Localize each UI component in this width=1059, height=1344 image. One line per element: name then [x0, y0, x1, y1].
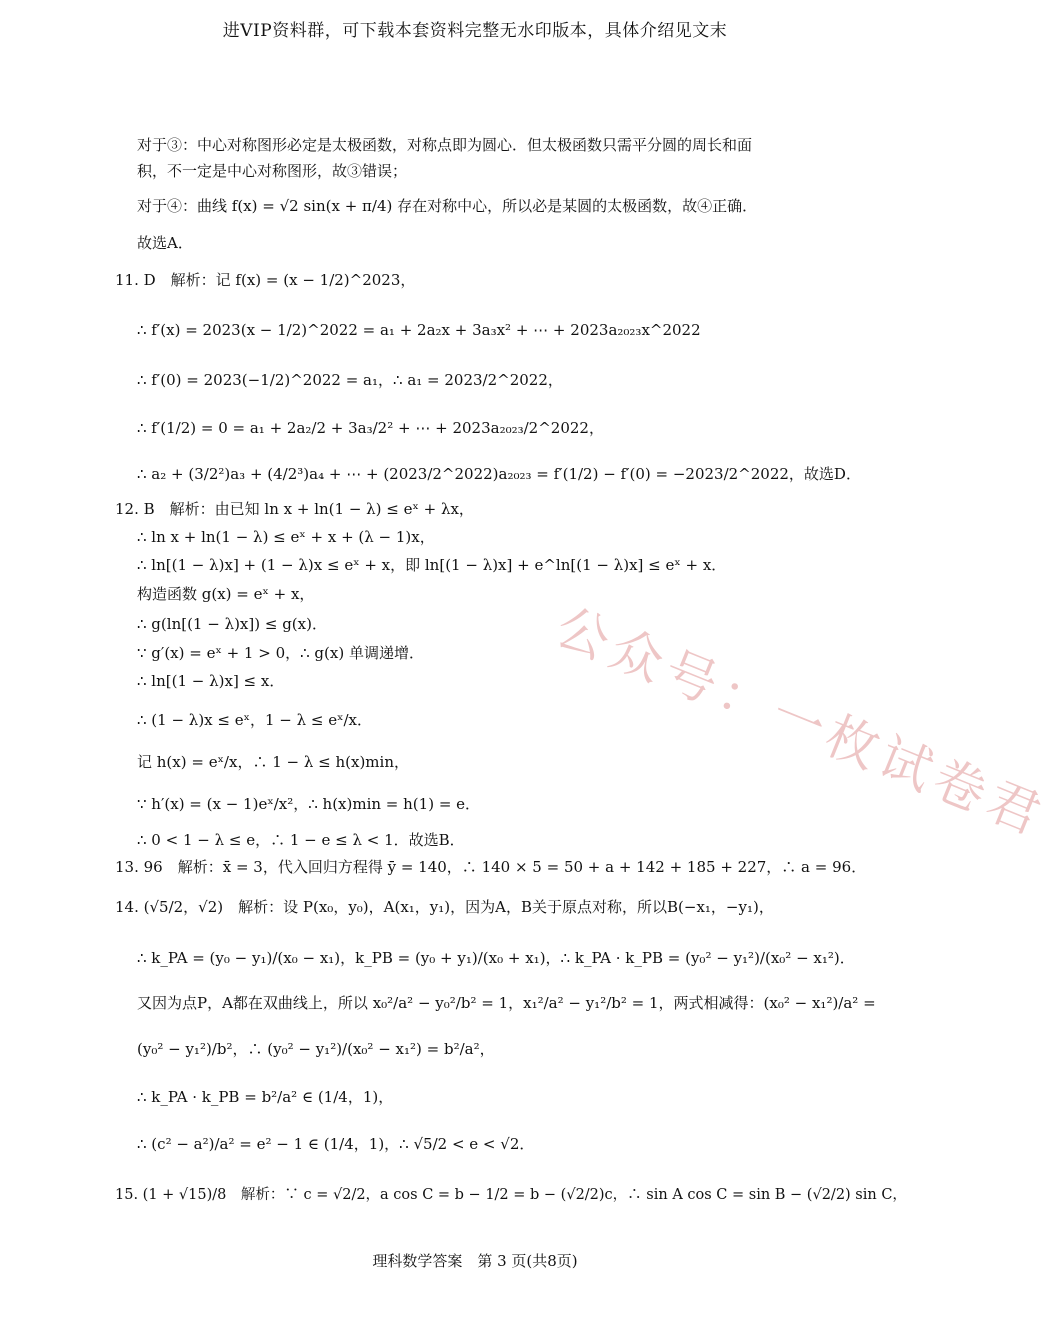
page-footer: 理科数学答案 第 3 页(共8页): [372, 1252, 578, 1270]
problem-14-header: 14. (√5/2，√2) 解析：设 P(x₀，y₀)，A(x₁，y₁)，因为A，B关于原点对称，所以B(−x₁，−y₁)，: [115, 898, 774, 916]
math-line: ∵ h′(x) = (x − 1)eˣ/x²，∴ h(x)min = h(1) = e．: [137, 795, 481, 813]
text-line: 对于③：中心对称图形必定是太极函数，对称点即为圆心．但太极函数只需平分圆的周长和面: [137, 136, 753, 154]
math-line: (y₀² − y₁²)/b²，∴ (y₀² − y₁²)/(x₀² − x₁²) = b²/a²，: [137, 1040, 495, 1058]
math-line: 又因为点P，A都在双曲线上，所以 x₀²/a² − y₀²/b² = 1，x₁²/a² − y₁²/b² = 1，两式相减得：(x₀² − x₁²)/a² =: [137, 994, 876, 1012]
math-line: ∴ f′(x) = 2023(x − 1/2)^2022 = a₁ + 2a₂x + 3a₃x² + ⋯ + 2023a₂₀₂₃x^2022: [137, 321, 701, 339]
watermark: 公众号：一枚试卷君: [547, 597, 1055, 849]
text-line: 对于④：曲线 f(x) = √2 sin(x + π/4) 存在对称中心，所以必是某圆的太极函数，故④正确．: [137, 197, 758, 215]
math-line: ∴ (1 − λ)x ≤ eˣ，1 − λ ≤ eˣ/x．: [137, 711, 372, 729]
math-line: ∴ ln[(1 − λ)x] + (1 − λ)x ≤ eˣ + x，即 ln[(1 − λ)x] + e^ln[(1 − λ)x] ≤ eˣ + x．: [137, 556, 727, 574]
math-line: ∴ g(ln[(1 − λ)x]) ≤ g(x)．: [137, 615, 327, 633]
math-line: ∴ f′(0) = 2023(−1/2)^2022 = a₁，∴ a₁ = 2023/2^2022，: [137, 371, 563, 389]
problem-12-header: 12. B 解析：由已知 ln x + ln(1 − λ) ≤ eˣ + λx，: [115, 500, 474, 518]
math-line: ∴ 0 < 1 − λ ≤ e，∴ 1 − e ≤ λ < 1．故选B．: [137, 831, 465, 849]
problem-15-header: 15. (1 + √15)/8 解析：∵ c = √2/2，a cos C = b − 1/2 = b − (√2/2)c，∴ sin A cos C = sin B − (√2/2) sin C，: [115, 1187, 907, 1203]
math-line: ∴ (c² − a²)/a² = e² − 1 ∈ (1/4，1)，∴ √5/2 < e < √2．: [137, 1135, 535, 1153]
math-line: ∴ ln x + ln(1 − λ) ≤ eˣ + x + (λ − 1)x，: [137, 528, 435, 546]
math-line: ∴ k_PA = (y₀ − y₁)/(x₀ − x₁)，k_PB = (y₀ + y₁)/(x₀ + x₁)，∴ k_PA · k_PB = (y₀² − y₁²)/(x₀² − x₁²)．: [137, 949, 855, 967]
math-line: ∵ g′(x) = eˣ + 1 > 0，∴ g(x) 单调递增．: [137, 644, 424, 662]
math-line: ∴ a₂ + (3/2²)a₃ + (4/2³)a₄ + ⋯ + (2023/2^2022)a₂₀₂₃ = f′(1/2) − f′(0) = −2023/2^2022，故选D．: [137, 465, 861, 483]
text-line: 积，不一定是中心对称图形，故③错误；: [137, 162, 408, 180]
math-line: 记 h(x) = eˣ/x，∴ 1 − λ ≤ h(x)min，: [137, 753, 409, 771]
text-line: 故选A．: [137, 234, 193, 252]
math-line: ∴ ln[(1 − λ)x] ≤ x．: [137, 672, 285, 690]
problem-13-line: 13. 96 解析：x̄ = 3，代入回归方程得 ȳ = 140，∴ 140 × 5 = 50 + a + 142 + 185 + 227，∴ a = 96．: [115, 858, 867, 876]
math-line: ∴ k_PA · k_PB = b²/a² ∈ (1/4，1)，: [137, 1088, 394, 1106]
math-line: ∴ f′(1/2) = 0 = a₁ + 2a₂/2 + 3a₃/2² + ⋯ + 2023a₂₀₂₃/2^2022，: [137, 419, 604, 437]
math-line: 构造函数 g(x) = eˣ + x，: [137, 585, 315, 603]
vip-banner: 进VIP资料群，可下载本套资料完整无水印版本，具体介绍见文末: [222, 21, 728, 41]
problem-11-header: 11. D 解析：记 f(x) = (x − 1/2)^2023，: [115, 271, 416, 289]
